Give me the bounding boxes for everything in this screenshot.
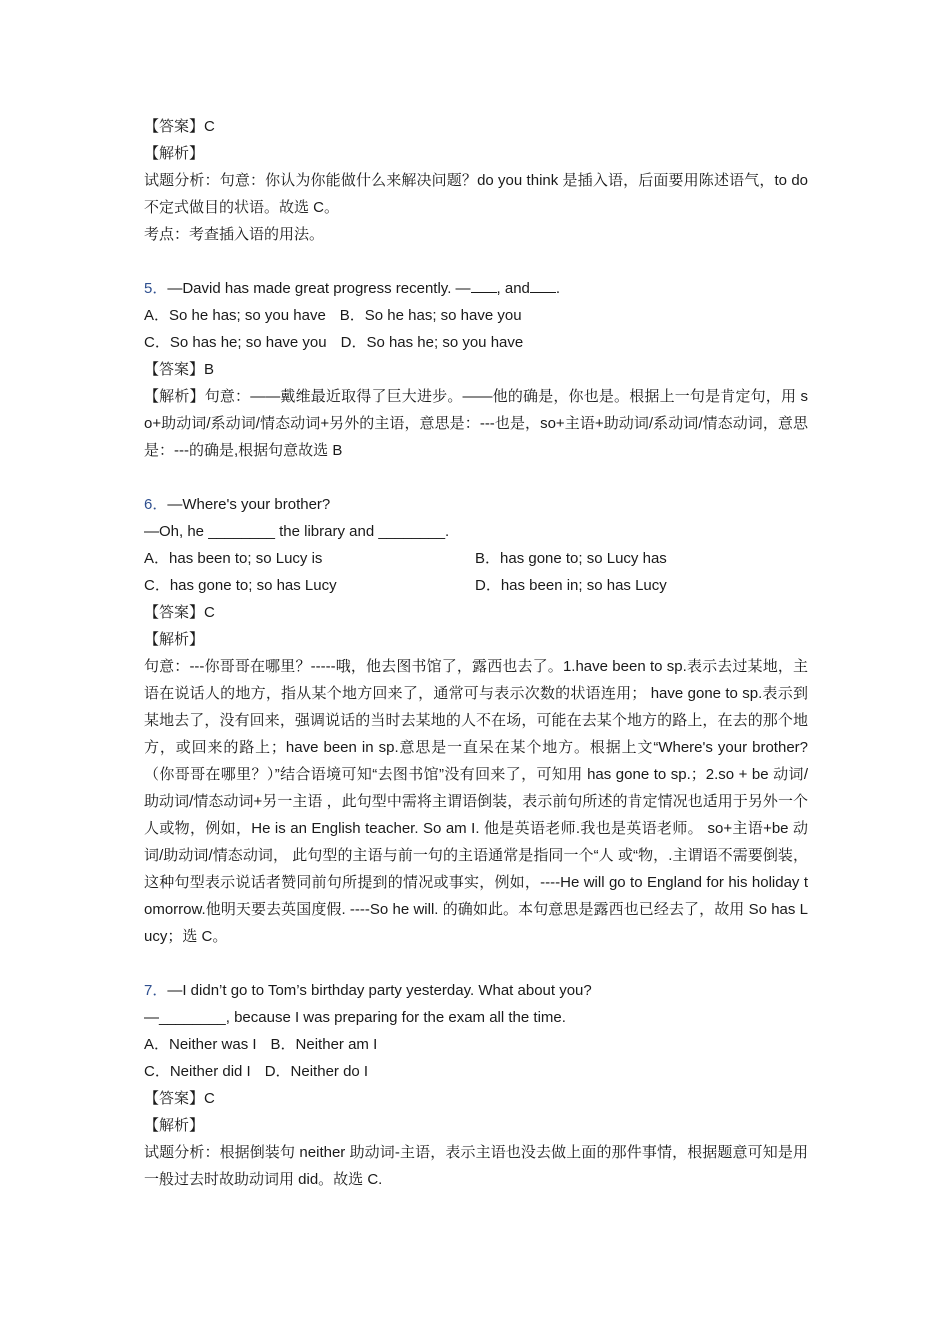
q5-stem-part-c: .	[555, 280, 561, 297]
q7-stem-2: —________, because I was preparing for the exam all the time.	[144, 1009, 566, 1026]
q7-stem-1	[144, 977, 808, 1004]
q6-option-d: D．has been in; so has Lucy	[475, 577, 667, 594]
q7-analysis-text: 试题分析：根据倒装句 neither 助动词-主语，表示主语也没去做上面的那件事情，根据题意可知是用一般过去时故助动词用 did。故选 C.	[144, 1144, 808, 1188]
spacer	[144, 950, 808, 977]
q6-analysis-text: 句意：---你哥哥在哪里？-----哦，他去图书馆了，露西也去了。1.have been to sp.表示去过某地，主语在说话人的地方，指从某个地方回来了，通常可与表示次数的状语连用； have gone to sp.表示到某地去了，没有回来，强调说话的当时去某地的人不在场，可能在去某个地方的路上，在去的那个地方，或回来的路上；have been in sp.意思是一直呆在某个地方。根据上文“Where's your brother?（你哥哥在哪里？）”结合语境可知“去图书馆”没有回来了，可知用 has gone to sp.；2.so + be 动词/助动词/情态动词+另一主语 ，此句型中需将主谓语倒装，表示前句所述的肯定情况也适用于另外一个人或物，例如，He is an English teacher. So am I. 他是英语老师.我也是英语老师。 so+主语+be 动词/助动词/情态动词， 此句型的主语与前一句的主语通常是指同一个“人 或“物，.主谓语不需要倒装，这种句型表示说话者赞同前句所提到的情况或事实，例如，----He will go to England for his holiday tomorrow.他明天要去英国度假. ----So he will. 的确如此。本句意思是露西也已经去了，故用 So has Lucy；选 C。	[144, 658, 808, 945]
q6-analysis-label: 【解析】	[144, 631, 205, 648]
prev-analysis-text: 试题分析：句意：你认为你能做什么来解决问题？do you think 是插入语，后面要用陈述语气，to do 不定式做目的状语。故选 C。	[144, 172, 808, 216]
q5-stem-part-b: , and	[496, 280, 530, 297]
q7-number: 7．	[144, 982, 168, 999]
q5-option-b: B．So he has; so have you	[339, 307, 522, 324]
q5-number: 5．	[144, 280, 168, 297]
q5-stem-part-a: —David has made great progress recently. —	[167, 280, 471, 297]
q5-stem	[144, 275, 808, 302]
q6-stem-1	[144, 491, 808, 518]
q6-option-b: B．has gone to; so Lucy has	[475, 550, 667, 567]
q6-option-a: A．has been to; so Lucy is	[144, 550, 323, 567]
spacer	[144, 248, 808, 275]
q5-options-row-1	[144, 302, 808, 329]
q7-options-row-1	[144, 1031, 808, 1058]
prev-kaodian: 考点：考查插入语的用法。	[144, 226, 325, 243]
q5-blank-2	[530, 278, 556, 293]
q6-options-row-1	[144, 545, 808, 572]
q5-option-d: D．So has he; so you have	[340, 334, 524, 351]
q7-option-a: A．Neither was I	[144, 1036, 257, 1053]
q6-answer: 【答案】C	[144, 604, 215, 621]
q6-number: 6．	[144, 496, 168, 513]
q6-options-row-2	[144, 572, 808, 599]
q6-stem-2: —Oh, he ________ the library and ________.	[144, 523, 450, 540]
document-page	[144, 113, 808, 1193]
q5-option-a: A．So he has; so you have	[144, 307, 326, 324]
spacer	[144, 464, 808, 491]
q6-option-c: C．has gone to; so has Lucy	[144, 577, 337, 594]
q5-option-c: C．So has he; so have you	[144, 334, 327, 351]
q7-option-b: B．Neither am I	[270, 1036, 378, 1053]
q7-options-row-2	[144, 1058, 808, 1085]
q5-analysis: 【解析】句意：——戴维最近取得了巨大进步。——他的确是，你也是。根据上一句是肯定句，用 so+助动词/系动词/情态动词+另外的主语，意思是：---也是，so+主语+助动词/系动词/情态动词，意思是：---的确是,根据句意故选 B	[144, 388, 808, 459]
q7-stem-text-1: —I didn’t go to Tom’s birthday party yesterday. What about you?	[167, 982, 592, 999]
q7-answer: 【答案】C	[144, 1090, 215, 1107]
q5-answer: 【答案】B	[144, 361, 215, 378]
q7-analysis-label: 【解析】	[144, 1117, 205, 1134]
q7-option-d: D．Neither do I	[264, 1063, 369, 1080]
prev-analysis-label: 【解析】	[144, 145, 205, 162]
prev-answer: 【答案】C	[144, 118, 215, 135]
q6-stem-text-1: —Where's your brother?	[167, 496, 331, 513]
q7-option-c: C．Neither did I	[144, 1063, 251, 1080]
q5-blank-1	[471, 278, 497, 293]
q5-options-row-2	[144, 329, 808, 356]
